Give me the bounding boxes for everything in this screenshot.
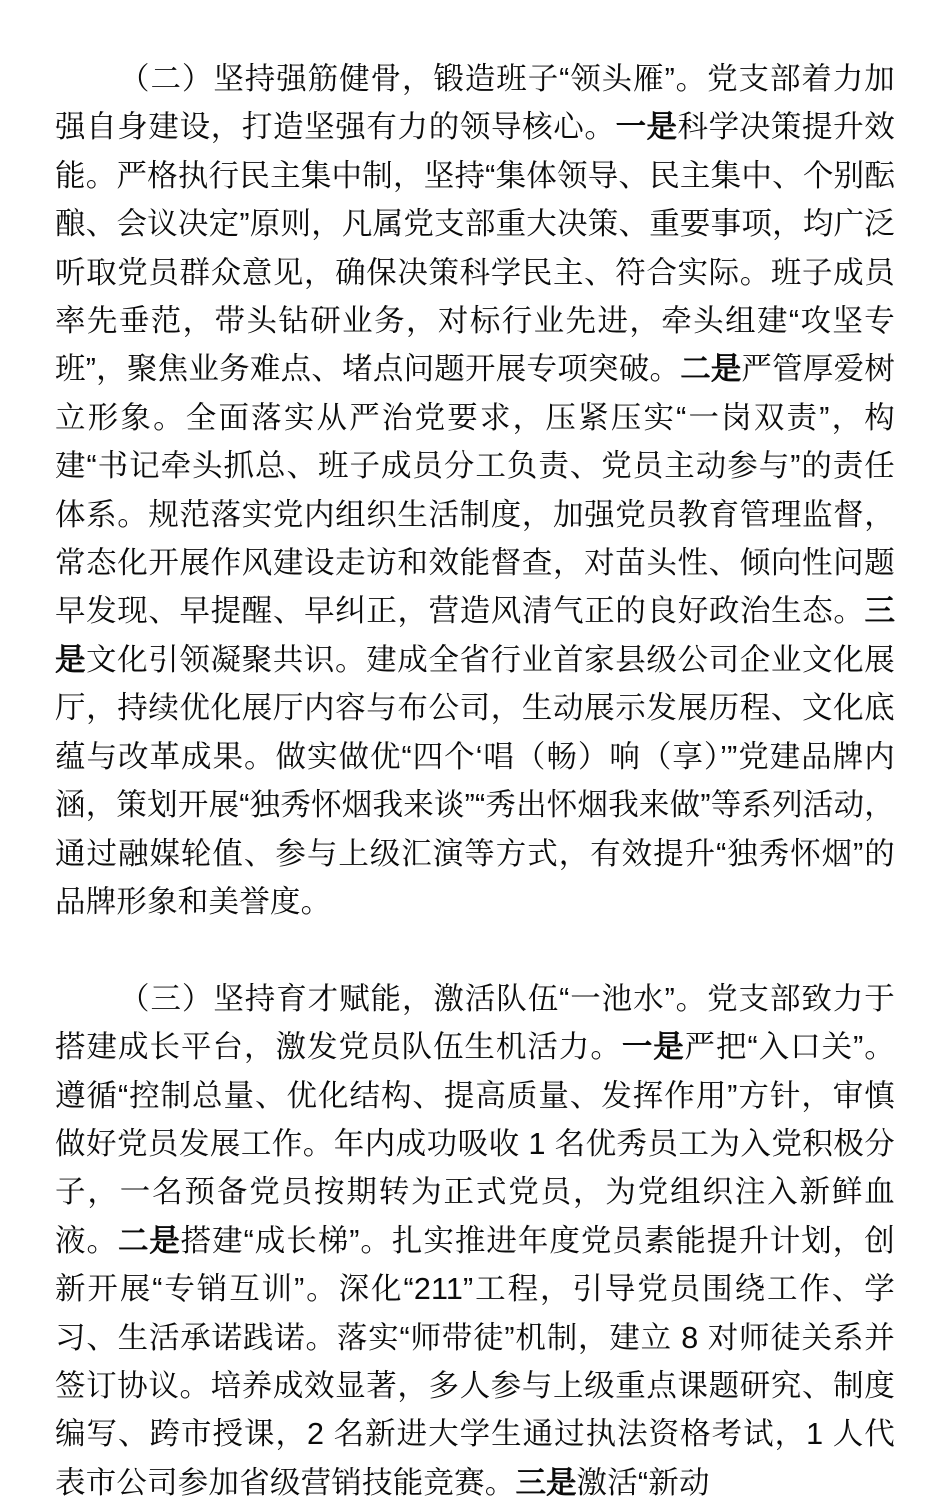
text-run: 搭建“成长梯”。扎实推进年度党员素能提升计划，创新开展“专销互训”。深化“211”工程，引导党员围绕工作、学习、生活承诺践诺。落实“师带徒”机制，建立 8 对师徒关系并签订协议。培养成效显著，多人参与上级重点课题研究、制度编写、跨市授课，2 名新进大学生通过执法资格考试，1 人代表市公司参加省级营销技能竞赛。 bbox=[55, 1223, 895, 1500]
bold-lead-marker: 二是 bbox=[680, 352, 742, 387]
paragraph-section-3 bbox=[55, 975, 895, 1507]
text-run: 严把“入口关”。遵循“控制总量、优化结构、提高质量、发挥作用”方针，审慎做好党员发展工作。年内成功吸收 1 名优秀员工为入党积极分子，一名预备党员按期转为正式党员，为党组织注入新鲜血液。 bbox=[55, 1030, 895, 1258]
text-run: 激活“新动 bbox=[576, 1465, 710, 1500]
text-run: 文化引领凝聚共识。建成全省行业首家县级公司企业文化展厅，持续优化展厅内容与布公司，生动展示发展历程、文化底蕴与改革成果。做实做优“四个‘唱（畅）响（享）’”党建品牌内涵，策划开展“独秀怀烟我来谈”“秀出怀烟我来做”等系列活动，通过融媒轮值、参与上级汇演等方式，有效提升“独秀怀烟”的品牌形象和美誉度。 bbox=[55, 642, 895, 919]
bold-lead-marker: 一是 bbox=[615, 110, 678, 145]
paragraph-section-2 bbox=[55, 55, 895, 926]
bold-lead-marker: 三是 bbox=[55, 594, 895, 677]
bold-lead-marker: 三是 bbox=[515, 1465, 577, 1500]
paragraph-spacer bbox=[55, 926, 895, 974]
text-run: （二）坚持强筋健骨，锻造班子“领头雁”。党支部着力加强自身建设，打造坚强有力的领导核心。 bbox=[55, 62, 895, 145]
text-run: 科学决策提升效能。严格执行民主集中制，坚持“集体领导、民主集中、个别酝酿、会议决定”原则，凡属党支部重大决策、重要事项，均广泛听取党员群众意见，确保决策科学民主、符合实际。班子成员率先垂范，带头钻研业务，对标行业先进，牵头组建“攻坚专班”，聚焦业务难点、堵点问题开展专项突破。 bbox=[55, 110, 896, 387]
text-run: 严管厚爱树立形象。全面落实从严治党要求，压紧压实“一岗双责”，构建“书记牵头抓总、班子成员分工负责、党员主动参与”的责任体系。规范落实党内组织生活制度，加强党员教育管理监督，常态化开展作风建设走访和效能督查，对苗头性、倾向性问题早发现、早提醒、早纠正，营造风清气正的良好政治生态。 bbox=[55, 352, 896, 629]
text-run: （三）坚持育才赋能，激活队伍“一池水”。党支部致力于搭建成长平台，激发党员队伍生机活力。 bbox=[55, 981, 895, 1065]
bold-lead-marker: 一是 bbox=[621, 1030, 685, 1065]
document-body bbox=[55, 55, 895, 1507]
bold-lead-marker: 二是 bbox=[118, 1223, 181, 1258]
